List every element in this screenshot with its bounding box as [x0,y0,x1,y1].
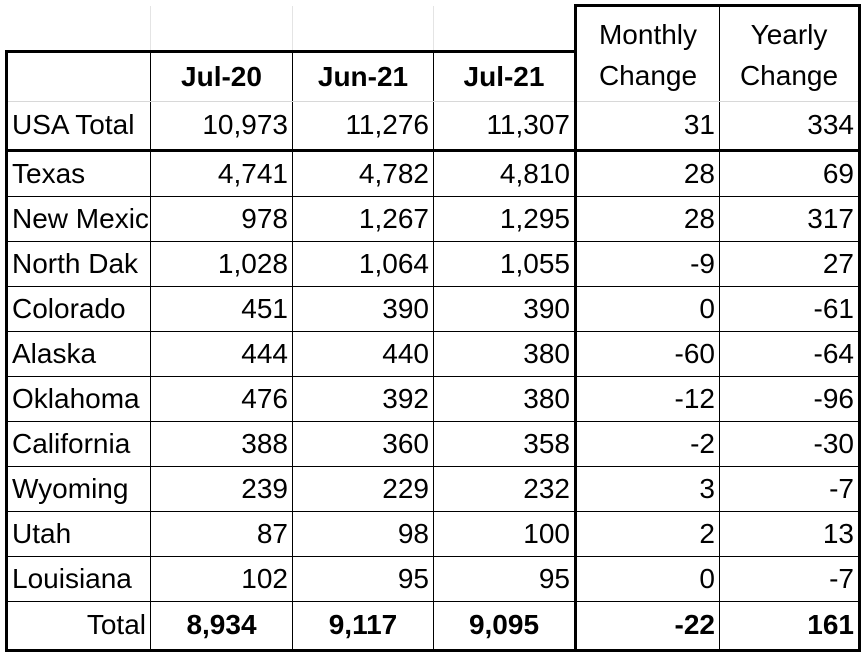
table-row [7,241,860,286]
state-jul-21[interactable]: 4,810 [434,150,576,196]
state-jun-21[interactable]: 392 [293,376,434,421]
state-jul-21[interactable]: 100 [434,511,576,556]
state-yearly-change[interactable]: 13 [720,511,860,556]
state-label[interactable]: Wyoming [7,466,151,511]
state-jul-20[interactable]: 476 [151,376,293,421]
header-jul-20[interactable]: Jul-20 [151,51,293,101]
table-row [7,196,860,241]
state-yearly-change[interactable]: -7 [720,466,860,511]
state-monthly-change[interactable]: -9 [576,241,720,286]
header-monthly-change[interactable]: Change [576,51,720,101]
state-label[interactable]: California [7,421,151,466]
state-jul-21[interactable]: 95 [434,556,576,601]
state-jun-21[interactable]: 440 [293,331,434,376]
usa-total-jul-20[interactable]: 10,973 [151,101,293,150]
state-jul-20[interactable]: 451 [151,286,293,331]
state-jun-21[interactable]: 98 [293,511,434,556]
state-yearly-change[interactable]: -30 [720,421,860,466]
state-jul-20[interactable]: 102 [151,556,293,601]
state-jun-21[interactable]: 1,267 [293,196,434,241]
table-row [7,376,860,421]
state-label[interactable]: New Mexic [7,196,151,241]
header-row-top [7,6,860,52]
usa-total-jun-21[interactable]: 11,276 [293,101,434,150]
header-blank-cell[interactable] [7,51,151,101]
state-jun-21[interactable]: 4,782 [293,150,434,196]
state-monthly-change[interactable]: 28 [576,150,720,196]
header-jul-21[interactable]: Jul-21 [434,51,576,101]
table-row [7,556,860,601]
table-row [7,150,860,196]
state-label[interactable]: Alaska [7,331,151,376]
total-jul-21[interactable]: 9,095 [434,601,576,650]
state-monthly-change[interactable]: 2 [576,511,720,556]
state-yearly-change[interactable]: 27 [720,241,860,286]
state-jul-21[interactable]: 358 [434,421,576,466]
state-jul-21[interactable]: 380 [434,376,576,421]
state-jun-21[interactable]: 360 [293,421,434,466]
production-table [5,4,861,652]
cell-blank[interactable] [293,6,434,52]
state-label[interactable]: Utah [7,511,151,556]
state-jul-20[interactable]: 239 [151,466,293,511]
state-label[interactable]: Oklahoma [7,376,151,421]
state-jul-21[interactable]: 380 [434,331,576,376]
state-label[interactable]: Texas [7,150,151,196]
state-monthly-change[interactable]: -12 [576,376,720,421]
state-jul-21[interactable]: 1,295 [434,196,576,241]
state-jul-20[interactable]: 4,741 [151,150,293,196]
cell-blank[interactable] [434,6,576,52]
state-jun-21[interactable]: 95 [293,556,434,601]
state-yearly-change[interactable]: 69 [720,150,860,196]
usa-total-label[interactable]: USA Total [7,101,151,150]
state-label[interactable]: Louisiana [7,556,151,601]
total-row [7,601,860,650]
state-monthly-change[interactable]: -2 [576,421,720,466]
header-monthly-top[interactable]: Monthly [576,6,720,52]
header-yearly-change[interactable]: Change [720,51,860,101]
total-jul-20[interactable]: 8,934 [151,601,293,650]
table-row [7,511,860,556]
state-yearly-change[interactable]: 317 [720,196,860,241]
state-jul-20[interactable]: 388 [151,421,293,466]
header-jun-21[interactable]: Jun-21 [293,51,434,101]
state-jun-21[interactable]: 1,064 [293,241,434,286]
state-yearly-change[interactable]: -61 [720,286,860,331]
state-jul-20[interactable]: 1,028 [151,241,293,286]
header-row [7,51,860,101]
table-row [7,466,860,511]
table-row [7,421,860,466]
state-yearly-change[interactable]: -96 [720,376,860,421]
table-row [7,331,860,376]
usa-total-yearly-change[interactable]: 334 [720,101,860,150]
state-monthly-change[interactable]: 28 [576,196,720,241]
usa-total-monthly-change[interactable]: 31 [576,101,720,150]
state-jul-20[interactable]: 444 [151,331,293,376]
state-monthly-change[interactable]: 0 [576,286,720,331]
state-jul-21[interactable]: 1,055 [434,241,576,286]
state-jul-20[interactable]: 87 [151,511,293,556]
cell-blank[interactable] [151,6,293,52]
state-label[interactable]: North Dak [7,241,151,286]
total-monthly-change[interactable]: -22 [576,601,720,650]
usa-total-jul-21[interactable]: 11,307 [434,101,576,150]
state-jun-21[interactable]: 390 [293,286,434,331]
state-jul-21[interactable]: 232 [434,466,576,511]
state-yearly-change[interactable]: -7 [720,556,860,601]
state-jul-20[interactable]: 978 [151,196,293,241]
total-yearly-change[interactable]: 161 [720,601,860,650]
usa-total-row [7,101,860,150]
total-jun-21[interactable]: 9,117 [293,601,434,650]
total-label[interactable]: Total [7,601,151,650]
state-jun-21[interactable]: 229 [293,466,434,511]
state-monthly-change[interactable]: 0 [576,556,720,601]
table-row [7,286,860,331]
cell-blank[interactable] [7,6,151,52]
state-label[interactable]: Colorado [7,286,151,331]
state-jul-21[interactable]: 390 [434,286,576,331]
header-yearly-top[interactable]: Yearly [720,6,860,52]
state-yearly-change[interactable]: -64 [720,331,860,376]
state-monthly-change[interactable]: -60 [576,331,720,376]
state-monthly-change[interactable]: 3 [576,466,720,511]
